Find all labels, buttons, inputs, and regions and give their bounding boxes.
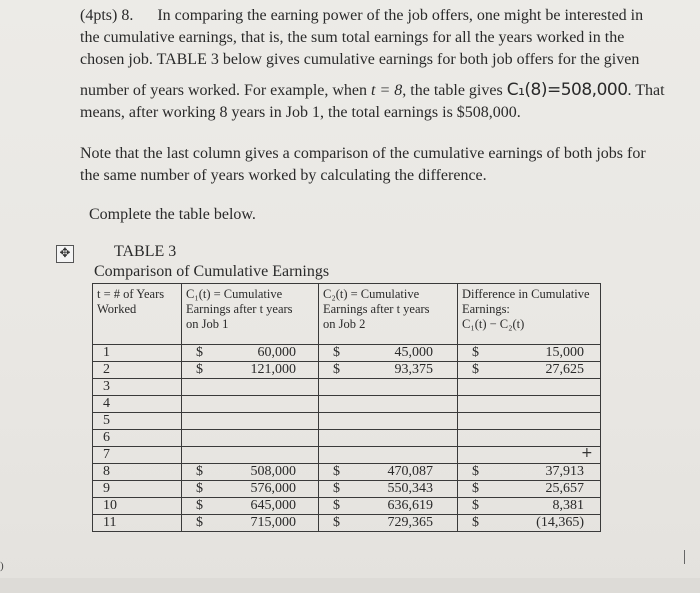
year-value: 1: [103, 345, 110, 360]
table-row: [93, 396, 601, 413]
job1-value: 715,000: [250, 515, 296, 530]
cell-job2[interactable]: [319, 345, 458, 362]
table-move-handle-icon[interactable]: ✥: [56, 245, 74, 263]
header-diff-line1: Difference in Cumulative: [462, 287, 590, 301]
cell-year: [93, 481, 182, 498]
example-var: t = 8: [371, 82, 403, 99]
header-job2-line3: on Job 2: [323, 317, 366, 331]
header-job1-line2: Earnings after t years: [186, 302, 293, 316]
dollar-sign: $: [333, 498, 340, 513]
header-job1-line3: on Job 1: [186, 317, 229, 331]
handwritten-answer: C₁(8)=508,000: [506, 80, 628, 100]
cell-difference[interactable]: [458, 396, 601, 413]
cell-job2[interactable]: [319, 430, 458, 447]
difference-value: 25,657: [545, 481, 584, 496]
dollar-sign: $: [333, 481, 340, 496]
example-pre: number of years worked. For example, when: [80, 82, 368, 99]
cell-job1[interactable]: [182, 379, 319, 396]
dollar-sign: $: [472, 481, 479, 496]
dollar-sign: $: [196, 498, 203, 513]
dollar-sign: $: [196, 515, 203, 530]
dollar-sign: $: [333, 464, 340, 479]
instruction-text: Complete the table below.: [89, 206, 256, 223]
year-value: 9: [103, 481, 110, 496]
header-job2-line1: C₂(t) = Cumulative: [323, 287, 420, 301]
dollar-sign: $: [472, 515, 479, 530]
cell-difference[interactable]: [458, 464, 601, 481]
year-value: 11: [103, 515, 117, 530]
difference-value: 37,913: [545, 464, 584, 479]
header-difference: [458, 284, 601, 345]
header-job1-line1: C₁(t) = Cumulative: [186, 287, 283, 301]
cell-job1[interactable]: [182, 447, 319, 464]
year-value: 6: [103, 430, 110, 445]
difference-value: (14,365): [536, 515, 584, 530]
earnings-table: [92, 283, 601, 532]
dollar-sign: $: [472, 362, 479, 377]
table-title: TABLE 3: [114, 243, 177, 260]
year-value: 5: [103, 413, 110, 428]
cell-year: [93, 515, 182, 532]
header-years: [93, 284, 182, 345]
cell-difference[interactable]: [458, 362, 601, 379]
cell-job1[interactable]: [182, 464, 319, 481]
cell-difference[interactable]: [458, 379, 601, 396]
dollar-sign: $: [196, 345, 203, 360]
cell-difference[interactable]: [458, 447, 601, 464]
difference-value: 27,625: [545, 362, 584, 377]
table-row: [93, 430, 601, 447]
table-caption: Comparison of Cumulative Earnings: [94, 263, 330, 280]
header-job2-line2: Earnings after t years: [323, 302, 430, 316]
dollar-sign: $: [196, 464, 203, 479]
table-row: [93, 345, 601, 362]
cell-job2[interactable]: [319, 464, 458, 481]
cell-job1[interactable]: [182, 345, 319, 362]
header-diff-line3: C₁(t) − C₂(t): [462, 317, 525, 331]
cell-job1[interactable]: [182, 396, 319, 413]
cell-year: [93, 464, 182, 481]
cell-year: [93, 413, 182, 430]
table-row: [93, 464, 601, 481]
job2-value: 636,619: [387, 498, 433, 513]
cell-difference[interactable]: [458, 345, 601, 362]
dollar-sign: $: [472, 345, 479, 360]
year-value: 2: [103, 362, 110, 377]
cell-job2[interactable]: [319, 481, 458, 498]
table-row: [93, 515, 601, 532]
cell-difference[interactable]: [458, 481, 601, 498]
header-years-line1: t = # of Years: [97, 287, 165, 301]
year-value: 8: [103, 464, 110, 479]
scroll-edge-marker: [684, 550, 685, 564]
header-diff-line2: Earnings:: [462, 302, 510, 316]
cell-job1[interactable]: [182, 498, 319, 515]
cell-job2[interactable]: [319, 379, 458, 396]
header-years-line2: Worked: [97, 302, 137, 316]
cell-job2[interactable]: [319, 498, 458, 515]
cell-year: [93, 379, 182, 396]
cell-job2[interactable]: [319, 396, 458, 413]
cell-job1[interactable]: [182, 430, 319, 447]
header-job1: [182, 284, 319, 345]
cell-job1[interactable]: [182, 413, 319, 430]
cell-year: [93, 396, 182, 413]
dollar-sign: $: [196, 362, 203, 377]
job1-value: 645,000: [250, 498, 296, 513]
question-intro: [80, 5, 665, 71]
job2-value: 729,365: [387, 515, 433, 530]
table-row: [93, 413, 601, 430]
question-label: (4pts) 8.: [80, 7, 134, 24]
job1-value: 121,000: [250, 362, 296, 377]
difference-value: 15,000: [545, 345, 584, 360]
cell-year: [93, 345, 182, 362]
cell-year: [93, 447, 182, 464]
header-job2: [319, 284, 458, 345]
year-value: 3: [103, 379, 110, 394]
job2-value: 470,087: [387, 464, 433, 479]
dollar-sign: $: [333, 345, 340, 360]
table-header-row: [93, 284, 601, 345]
bottom-shadow: [0, 578, 700, 593]
dollar-sign: $: [333, 515, 340, 530]
cell-year: [93, 362, 182, 379]
intro-text: In comparing the earning power of the job offers, one might be interested in the cumulative earnings, that is, the sum total earnings for all the years worked in the chosen job. TABLE 3 below gives cumulative earnings for both job offers for the given: [80, 7, 644, 68]
year-value: 7: [103, 447, 110, 462]
cell-job2[interactable]: [319, 447, 458, 464]
cell-job1[interactable]: [182, 362, 319, 379]
cursor-crosshair-icon: +: [581, 445, 593, 461]
cell-job2[interactable]: [319, 413, 458, 430]
table-row: [93, 447, 601, 464]
dollar-sign: $: [333, 362, 340, 377]
table-row: [93, 498, 601, 515]
year-value: 4: [103, 396, 110, 411]
example-post: . That means, after working 8 years in Job 1, the total earnings is $508,000.: [80, 82, 665, 121]
cell-job2[interactable]: [319, 515, 458, 532]
edge-mark: ): [0, 560, 4, 572]
cell-difference[interactable]: [458, 498, 601, 515]
table-row: [93, 481, 601, 498]
example-paragraph: [80, 79, 665, 124]
cell-difference[interactable]: [458, 430, 601, 447]
cell-job1[interactable]: [182, 515, 319, 532]
job1-value: 508,000: [250, 464, 296, 479]
cell-difference[interactable]: [458, 515, 601, 532]
job2-value: 45,000: [394, 345, 433, 360]
dollar-sign: $: [196, 481, 203, 496]
table-row: [93, 362, 601, 379]
cell-difference[interactable]: [458, 413, 601, 430]
example-mid: , the table gives: [402, 82, 503, 99]
cell-job2[interactable]: [319, 362, 458, 379]
cell-job1[interactable]: [182, 481, 319, 498]
cell-year: [93, 430, 182, 447]
job2-value: 93,375: [394, 362, 433, 377]
note-paragraph: Note that the last column gives a comparison of the cumulative earnings of both jobs for the same number of years worked by calculating the difference.: [80, 145, 646, 184]
job2-value: 550,343: [387, 481, 433, 496]
year-value: 10: [103, 498, 117, 513]
dollar-sign: $: [472, 498, 479, 513]
job1-value: 576,000: [250, 481, 296, 496]
job1-value: 60,000: [257, 345, 296, 360]
table-row: [93, 379, 601, 396]
cell-year: [93, 498, 182, 515]
difference-value: 8,381: [552, 498, 584, 513]
dollar-sign: $: [472, 464, 479, 479]
